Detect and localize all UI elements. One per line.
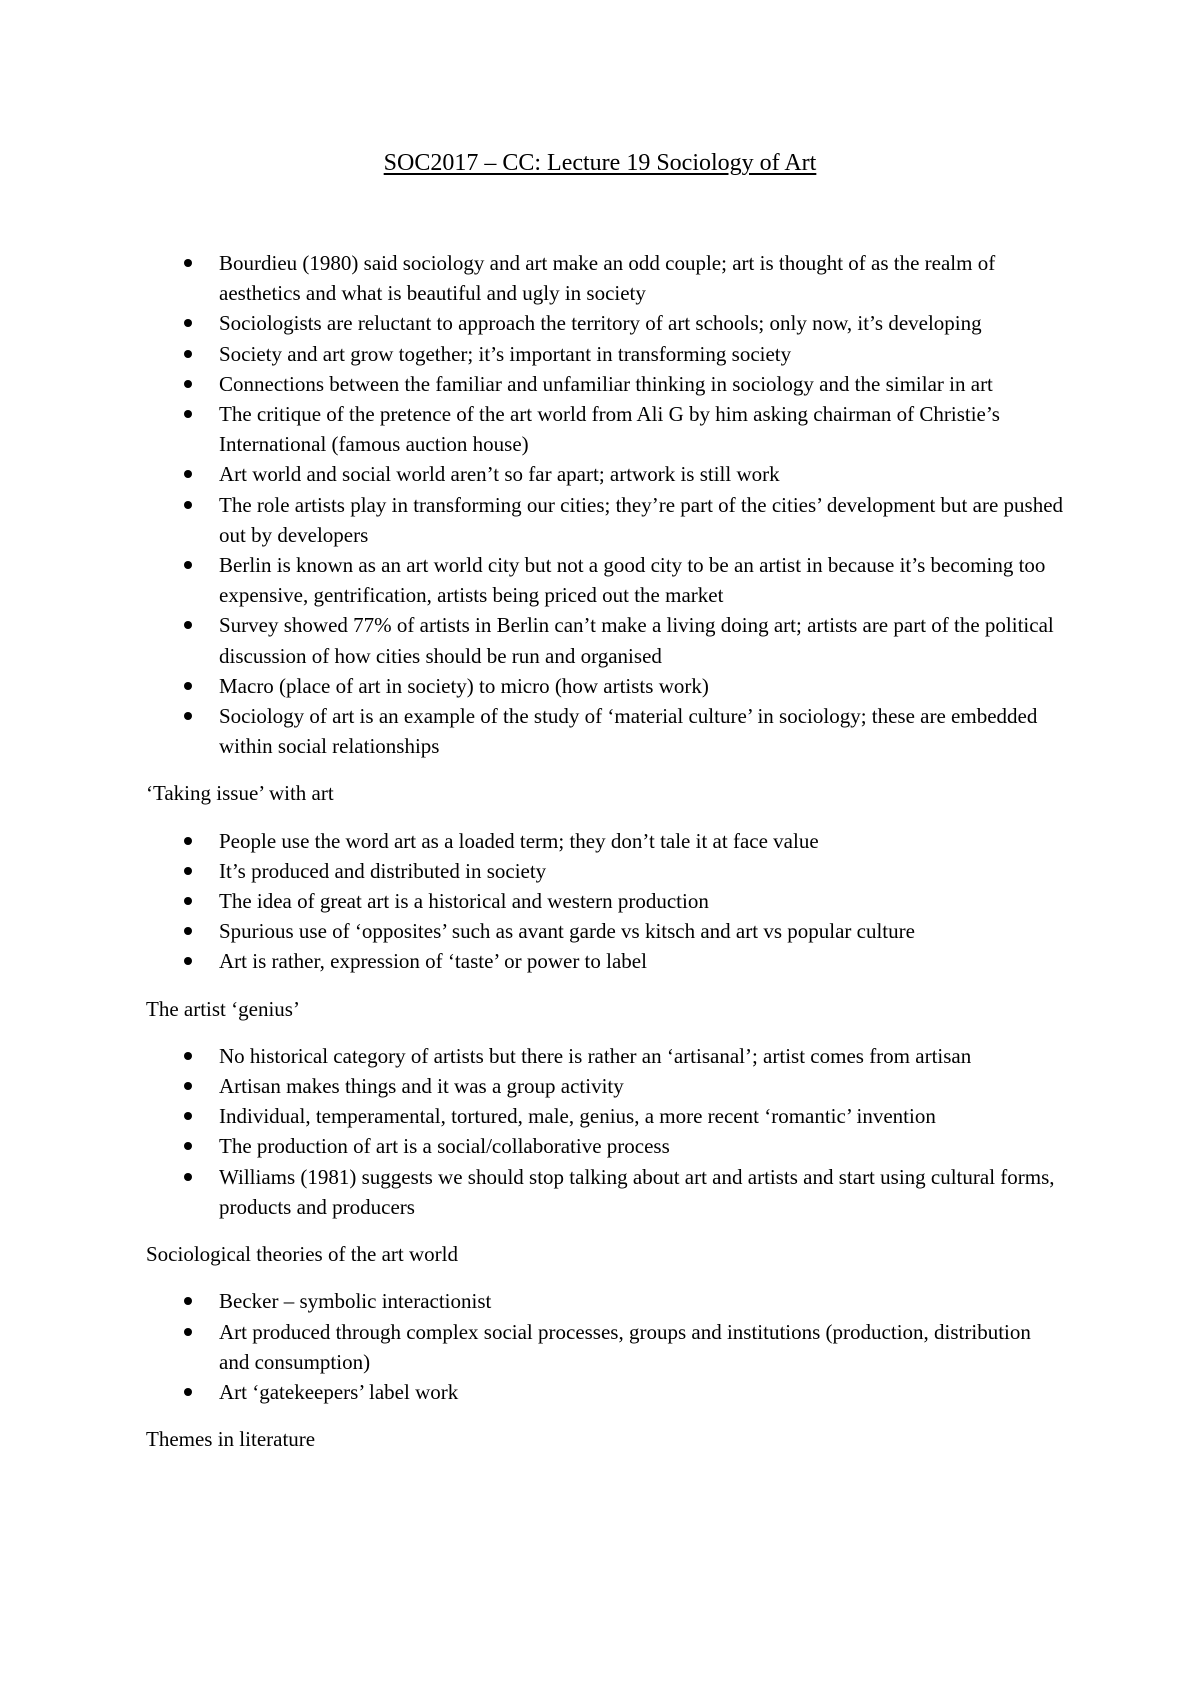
bullet-icon (184, 470, 192, 478)
bullet-icon (184, 682, 192, 690)
bullet-icon (184, 837, 192, 845)
list-item (146, 339, 1066, 369)
list-item-text: The production of art is a social/collaborative process (219, 1134, 670, 1159)
list-item (146, 459, 1066, 489)
list-item (146, 946, 1066, 976)
section-bullet-list (146, 1286, 1066, 1407)
list-item-text: Williams (1981) suggests we should stop talking about art and artists and start using cultural forms, products and producers (219, 1164, 1055, 1219)
intro-bullet-list (146, 248, 1066, 761)
list-item-text: Macro (place of art in society) to micro (how artists work) (219, 673, 709, 698)
list-item (146, 1101, 1066, 1131)
list-item-text: Art produced through complex social processes, groups and institutions (production, distribution and consumption) (219, 1319, 1031, 1374)
list-item-text: Individual, temperamental, tortured, male, genius, a more recent ‘romantic’ invention (219, 1104, 936, 1129)
bullet-icon (184, 1388, 192, 1396)
list-item (146, 399, 1066, 459)
list-item-text: The critique of the pretence of the art world from Ali G by him asking chairman of Christie’s International (famous auction house) (219, 402, 1000, 457)
section-themes-in-literature (146, 1424, 1066, 1454)
bullet-icon (184, 561, 192, 569)
list-item-text: Art is rather, expression of ‘taste’ or power to label (219, 949, 647, 974)
bullet-icon (184, 1052, 192, 1060)
list-item-text: The role artists play in transforming our cities; they’re part of the cities’ development but are pushed out by developers (219, 492, 1064, 547)
section-bullet-list (146, 1041, 1066, 1222)
list-item-text: It’s produced and distributed in society (219, 858, 547, 883)
list-item (146, 1162, 1066, 1222)
bullet-icon (184, 712, 192, 720)
list-item (146, 248, 1066, 308)
list-item (146, 610, 1066, 670)
page-title: SOC2017 – CC: Lecture 19 Sociology of Art (383, 150, 817, 176)
bullet-icon (184, 501, 192, 509)
list-item-text: No historical category of artists but there is rather an ‘artisanal’; artist comes from artisan (219, 1043, 972, 1068)
list-item-text: Sociology of art is an example of the study of ‘material culture’ in sociology; these are embedded within social relationships (219, 704, 1038, 759)
list-item (146, 490, 1066, 550)
section-taking-issue (146, 778, 1066, 976)
list-item (146, 826, 1066, 856)
list-item-text: Sociologists are reluctant to approach the territory of art schools; only now, it’s developing (219, 311, 982, 336)
bullet-icon (184, 380, 192, 388)
section-sociological-theories (146, 1239, 1066, 1407)
list-item (146, 1286, 1066, 1316)
list-item (146, 1041, 1066, 1071)
list-item (146, 1317, 1066, 1377)
list-item-text: Artisan makes things and it was a group activity (219, 1074, 624, 1099)
bullet-icon (184, 1328, 192, 1336)
list-item (146, 1131, 1066, 1161)
bullet-icon (184, 621, 192, 629)
list-item (146, 886, 1066, 916)
bullet-icon (184, 259, 192, 267)
list-item (146, 1071, 1066, 1101)
list-item (146, 701, 1066, 761)
list-item-text: Survey showed 77% of artists in Berlin can’t make a living doing art; artists are part of the political discussion of how cities should be run and organised (219, 613, 1054, 668)
bullet-icon (184, 1142, 192, 1150)
list-item-text: Spurious use of ‘opposites’ such as avant garde vs kitsch and art vs popular culture (219, 919, 915, 944)
bullet-icon (184, 1112, 192, 1120)
bullet-icon (184, 957, 192, 965)
section-heading: Themes in literature (146, 1427, 316, 1452)
bullet-icon (184, 1082, 192, 1090)
section-heading: ‘Taking issue’ with art (146, 781, 334, 806)
section-artist-genius (146, 994, 1066, 1222)
bullet-icon (184, 927, 192, 935)
bullet-icon (184, 867, 192, 875)
list-item-text: Berlin is known as an art world city but not a good city to be an artist in because it’s becoming too expensive, gentrification, artists being priced out the market (219, 553, 1046, 608)
list-item-text: Connections between the familiar and unfamiliar thinking in sociology and the similar in art (219, 371, 993, 396)
list-item-text: Art ‘gatekeepers’ label work (219, 1379, 459, 1404)
list-item (146, 671, 1066, 701)
document-body (146, 248, 1066, 1471)
bullet-icon (184, 319, 192, 327)
bullet-icon (184, 897, 192, 905)
list-item (146, 916, 1066, 946)
list-item-text: Society and art grow together; it’s important in transforming society (219, 341, 792, 366)
section-heading: Sociological theories of the art world (146, 1242, 458, 1267)
section-heading: The artist ‘genius’ (146, 996, 300, 1021)
list-item-text: The idea of great art is a historical and western production (219, 889, 709, 914)
list-item (146, 369, 1066, 399)
list-item (146, 856, 1066, 886)
list-item-text: Art world and social world aren’t so far apart; artwork is still work (219, 462, 780, 487)
list-item-text: People use the word art as a loaded term; they don’t tale it at face value (219, 828, 819, 853)
section-bullet-list (146, 826, 1066, 977)
list-item (146, 550, 1066, 610)
bullet-icon (184, 350, 192, 358)
bullet-icon (184, 1173, 192, 1181)
bullet-icon (184, 1297, 192, 1305)
list-item (146, 308, 1066, 338)
list-item (146, 1377, 1066, 1407)
list-item-text: Becker – symbolic interactionist (219, 1289, 492, 1314)
bullet-icon (184, 410, 192, 418)
list-item-text: Bourdieu (1980) said sociology and art make an odd couple; art is thought of as the realm of aesthetics and what is beautiful and ugly in society (219, 251, 996, 306)
